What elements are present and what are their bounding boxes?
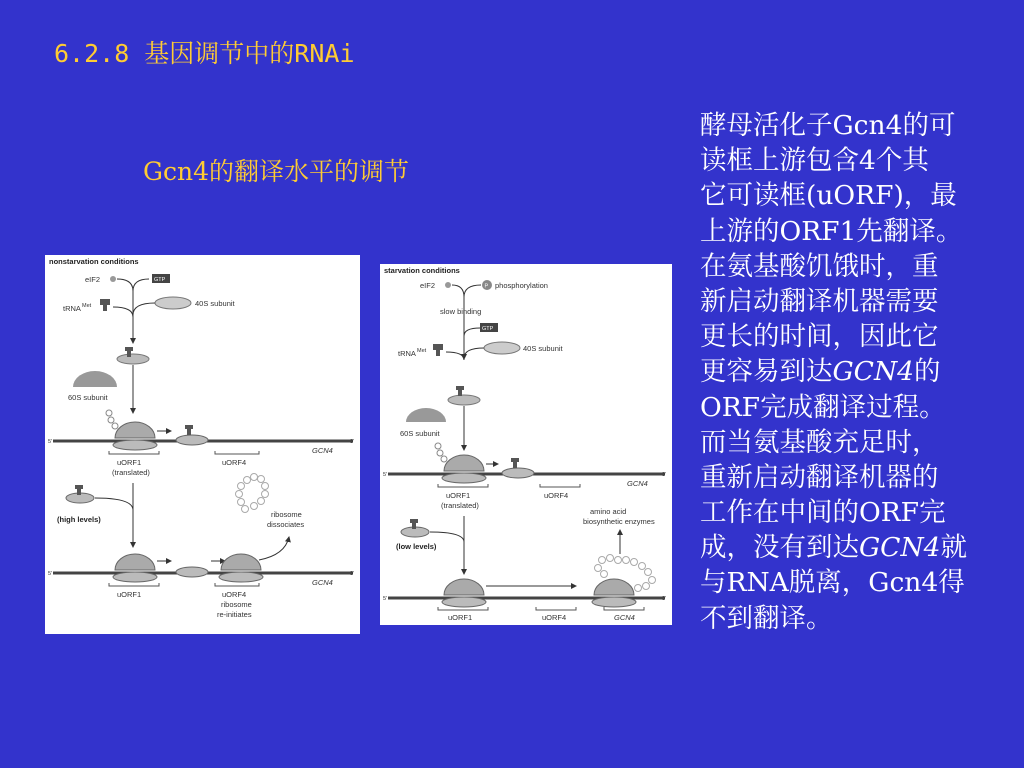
slow-binding-label: slow binding xyxy=(440,307,482,316)
trna-icon xyxy=(100,299,110,311)
explanation-line xyxy=(700,108,1012,143)
three-prime-label: 3' xyxy=(350,439,355,445)
explanation-line xyxy=(700,425,1012,460)
translated-label: (translated) xyxy=(441,501,479,510)
text-segment: 工作在中间的ORF完 xyxy=(700,497,946,529)
five-prime-label: 5' xyxy=(48,439,53,445)
text-segment: 在氨基酸饥饿时，重 xyxy=(700,250,939,282)
three-prime-label: 3' xyxy=(662,472,667,478)
uorf1-label: uORF1 xyxy=(446,491,471,500)
text-segment: 酵母活化子Gcn4的可 xyxy=(700,110,956,141)
gene-label: GCN4 xyxy=(627,479,648,488)
explanation-line xyxy=(700,495,1012,530)
five-prime-label: 5' xyxy=(383,472,388,478)
explanation-line xyxy=(700,354,1012,389)
explanation-text xyxy=(700,108,1012,636)
text-segment: 上游的ORF1先翻译。 xyxy=(700,215,963,247)
uorf4-label-2: uORF4 xyxy=(222,590,247,599)
gene-name-italic: GCN4 xyxy=(859,532,941,564)
heading-label: starvation conditions xyxy=(384,266,460,275)
biosynthetic-enzymes-label: biosynthetic enzymes xyxy=(583,517,655,526)
text-segment: 与RNA脱离，Gcn4得 xyxy=(700,567,965,599)
nonstarvation-diagram xyxy=(45,255,360,634)
explanation-line xyxy=(700,178,1012,213)
high-levels-label: (high levels) xyxy=(57,515,101,524)
gene-name-italic: GCN4 xyxy=(832,356,914,388)
uorf1-label-2: uORF1 xyxy=(117,590,142,599)
gene-label-2: GCN4 xyxy=(312,578,333,587)
preinitiation-complex-icon xyxy=(448,395,480,405)
text-segment: 成，没有到达 xyxy=(700,532,859,564)
text-segment: ORF完成翻译过程。 xyxy=(700,391,946,423)
peptide-chain-icon xyxy=(236,474,269,513)
figure-subtitle: Gcn4的翻译水平的调节 xyxy=(143,157,409,186)
eif2-icon xyxy=(110,276,116,282)
text-segment: 更长的时间，因此它 xyxy=(700,321,939,353)
60s-subunit-icon xyxy=(73,371,117,387)
trna-icon xyxy=(433,344,443,356)
uorf1-label-2: uORF1 xyxy=(448,613,473,622)
five-prime-label-2: 5' xyxy=(48,571,53,577)
explanation-line xyxy=(700,601,1012,636)
explanation-line xyxy=(700,530,1012,565)
trna-label: tRNA xyxy=(398,349,416,358)
dissociates-label: dissociates xyxy=(267,520,305,529)
explanation-line xyxy=(700,390,1012,425)
40s-subunit-icon xyxy=(484,342,520,354)
uorf4-label: uORF4 xyxy=(222,458,247,467)
slide-title: 6.2.8 基因调节中的RNAi xyxy=(54,39,355,68)
translated-label: (translated) xyxy=(112,468,150,477)
eif2-label: eIF2 xyxy=(85,275,101,284)
trna-sup-label: Met xyxy=(417,348,427,354)
preinitiation-complex-icon xyxy=(117,354,149,364)
40s-label: 40S subunit xyxy=(523,344,563,353)
text-segment: 就 xyxy=(940,532,967,564)
uorf4-label-2: uORF4 xyxy=(542,613,567,622)
trna-sup-label: Met xyxy=(82,303,92,309)
text-segment: 不到翻译。 xyxy=(700,602,833,634)
low-levels-label: (low levels) xyxy=(396,542,437,551)
reinitiates-label: re-initiates xyxy=(217,610,252,619)
starvation-diagram xyxy=(380,264,672,625)
eif2-label: eIF2 xyxy=(420,281,436,290)
60s-subunit-icon xyxy=(406,408,446,422)
text-segment: 的 xyxy=(914,356,941,388)
explanation-line xyxy=(700,143,1012,178)
three-prime-label-2: 3' xyxy=(662,596,667,602)
text-segment: 更容易到达 xyxy=(700,356,833,388)
explanation-line xyxy=(700,214,1012,249)
eif2-icon xyxy=(445,282,451,288)
trna-label: tRNA xyxy=(63,304,81,313)
explanation-line xyxy=(700,319,1012,354)
explanation-line xyxy=(700,249,1012,284)
phosphorylation-label: phosphorylation xyxy=(495,281,548,290)
40s-label: 40S subunit xyxy=(195,299,235,308)
explanation-line xyxy=(700,460,1012,495)
gene-label-2: GCN4 xyxy=(614,613,635,622)
gtp-label: GTP xyxy=(482,326,494,332)
gtp-label: GTP xyxy=(154,277,166,283)
explanation-line xyxy=(700,565,1012,600)
60s-label: 60S subunit xyxy=(400,429,440,438)
amino-acid-label: amino acid xyxy=(590,507,627,516)
gene-label: GCN4 xyxy=(312,446,333,455)
uorf1-label: uORF1 xyxy=(117,458,142,467)
text-segment: 它可读框(uORF)，最 xyxy=(700,180,957,212)
uorf4-label: uORF4 xyxy=(544,491,569,500)
text-segment: 新启动翻译机器需要 xyxy=(700,285,939,317)
five-prime-label-2: 5' xyxy=(383,596,388,602)
explanation-line xyxy=(700,284,1012,319)
ribosome-icon xyxy=(444,455,484,471)
60s-label: 60S subunit xyxy=(68,393,108,402)
40s-subunit-icon xyxy=(155,297,191,309)
phosphate-label: P xyxy=(484,283,489,290)
ribosome-reinit-label: ribosome xyxy=(221,600,252,609)
text-segment: 读框上游包含4个其 xyxy=(700,145,929,177)
heading-label: nonstarvation conditions xyxy=(49,257,139,266)
text-segment: 重新启动翻译机器的 xyxy=(700,461,939,493)
ribosome-dissociates-label: ribosome xyxy=(271,510,302,519)
text-segment: 而当氨基酸充足时， xyxy=(700,426,939,458)
three-prime-label-2: 3' xyxy=(350,571,355,577)
ribosome-icon xyxy=(115,422,155,438)
